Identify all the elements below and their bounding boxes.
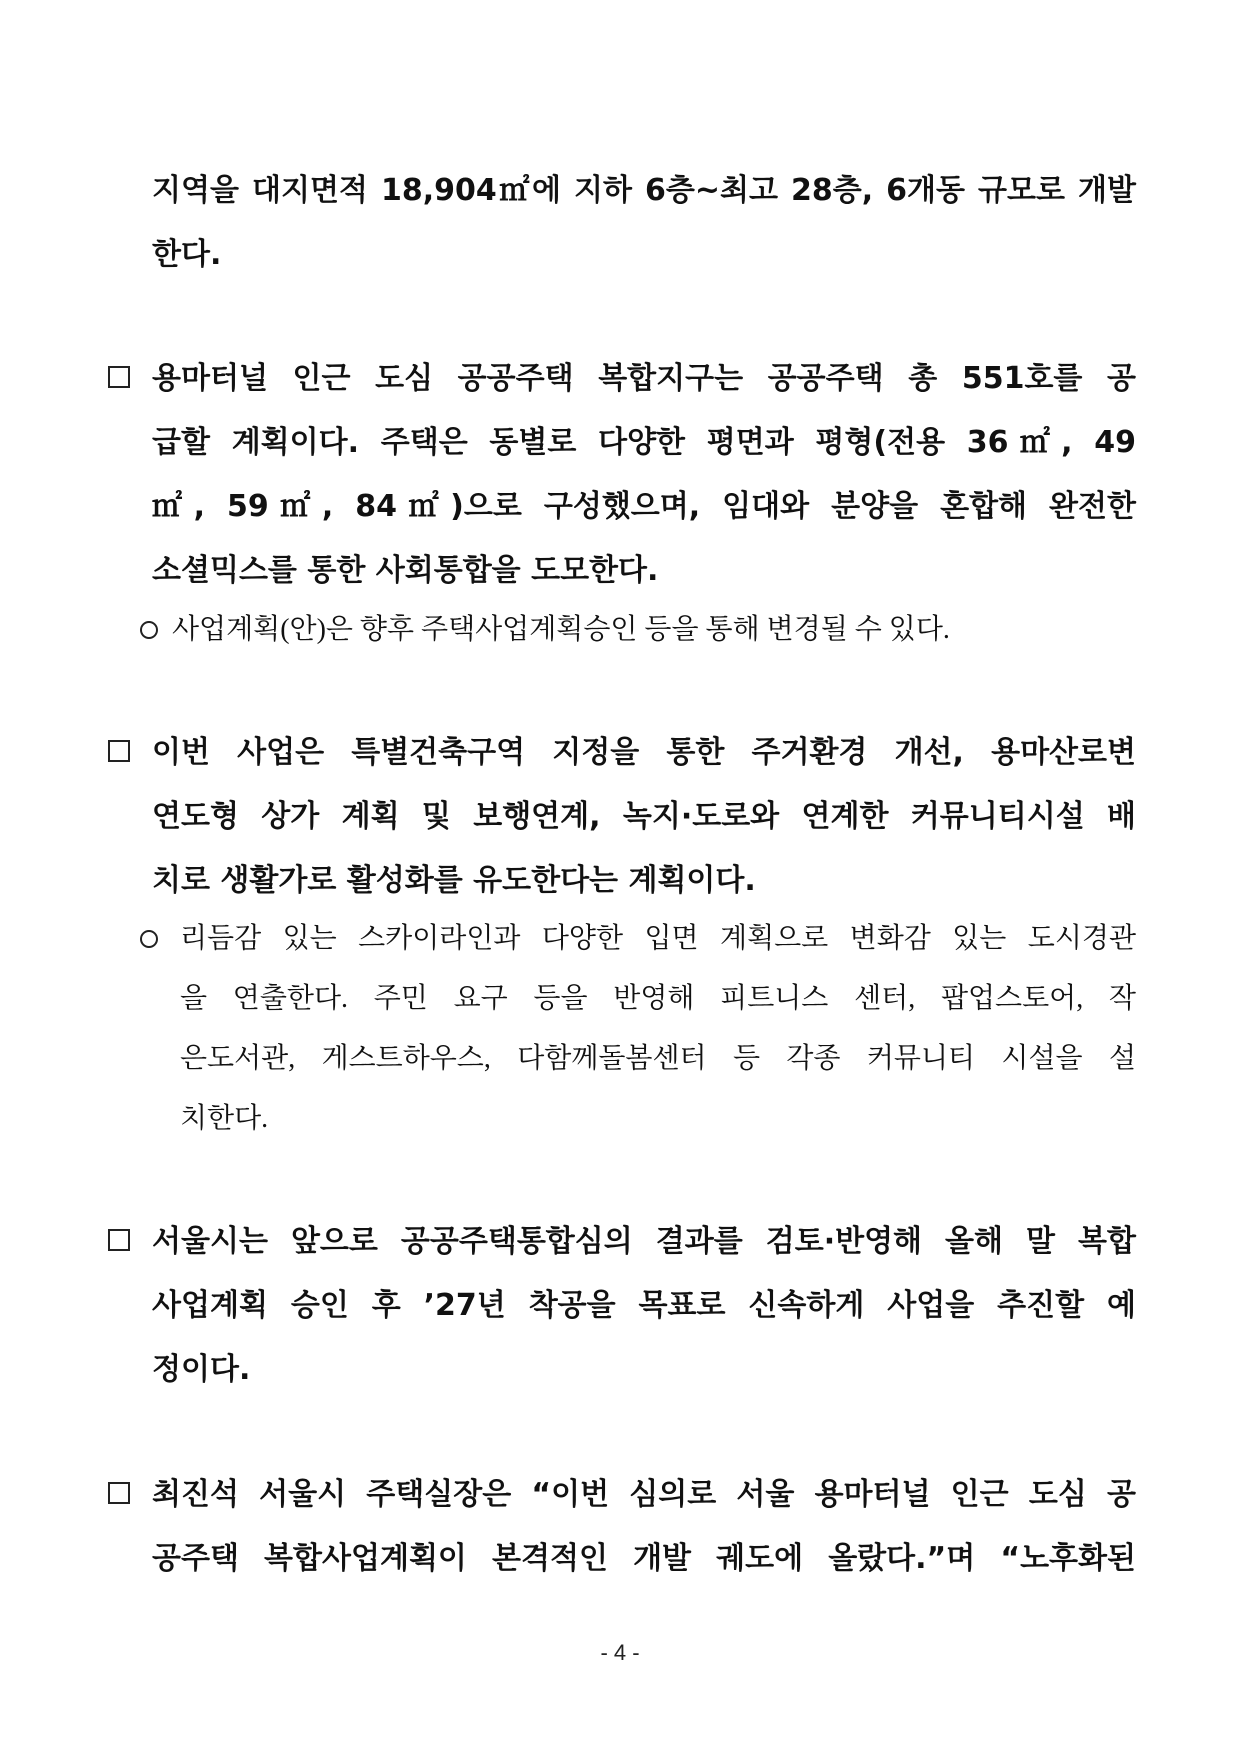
sub-paragraph-line: 을 연출한다. 주민 요구 등을 반영해 피트니스 센터, 팝업스토어, 작 <box>180 983 1136 1014</box>
paragraph-line: 치로 생활가로 활성화를 유도한다는 계획이다. <box>152 863 756 898</box>
square-bullet-icon <box>108 740 130 762</box>
circle-bullet-icon <box>140 930 158 948</box>
sub-paragraph-line: 치한다. <box>180 1103 269 1134</box>
page-number: - 4 - <box>600 1640 640 1665</box>
sub-paragraph-line: 사업계획(안)은 향후 주택사업계획승인 등을 통해 변경될 수 있다. <box>172 614 950 645</box>
sub-paragraph-line: 은도서관, 게스트하우스, 다함께돌봄센터 등 각종 커뮤니티 시설을 설 <box>180 1043 1136 1074</box>
paragraph-line: 한다. <box>152 237 222 272</box>
paragraph-line: 소셜믹스를 통한 사회통합을 도모한다. <box>152 553 659 588</box>
square-bullet-icon <box>108 366 130 388</box>
circle-bullet-icon <box>140 621 158 639</box>
sub-paragraph-line: 리듬감 있는 스카이라인과 다양한 입면 계획으로 변화감 있는 도시경관 <box>180 923 1136 954</box>
paragraph-line: 연도형 상가 계획 및 보행연계, 녹지·도로와 연계한 커뮤니티시설 배 <box>152 799 1136 834</box>
paragraph-line: 사업계획 승인 후 ’27년 착공을 목표로 신속하게 사업을 추진할 예 <box>152 1288 1136 1323</box>
paragraph-line: 정이다. <box>152 1352 251 1387</box>
paragraph-line: 용마터널 인근 도심 공공주택 복합지구는 공공주택 총 551호를 공 <box>152 361 1136 396</box>
paragraph-line: 이번 사업은 특별건축구역 지정을 통한 주거환경 개선, 용마산로변 <box>152 735 1136 770</box>
paragraph-line: 급할 계획이다. 주택은 동별로 다양한 평면과 평형(전용 36㎡, 49 <box>152 425 1136 460</box>
paragraph-line: 서울시는 앞으로 공공주택통합심의 결과를 검토·반영해 올해 말 복합 <box>152 1224 1136 1259</box>
square-bullet-icon <box>108 1482 130 1504</box>
paragraph-line: 최진석 서울시 주택실장은 “이번 심의로 서울 용마터널 인근 도심 공 <box>152 1477 1136 1512</box>
paragraph-line: 공주택 복합사업계획이 본격적인 개발 궤도에 올랐다.”며 “노후화된 <box>152 1541 1136 1576</box>
paragraph-line: ㎡, 59㎡, 84㎡)으로 구성했으며, 임대와 분양을 혼합해 완전한 <box>152 489 1136 524</box>
square-bullet-icon <box>108 1229 130 1251</box>
paragraph-line: 지역을 대지면적 18,904㎡에 지하 6층~최고 28층, 6개동 규모로 개발 <box>152 173 1136 208</box>
